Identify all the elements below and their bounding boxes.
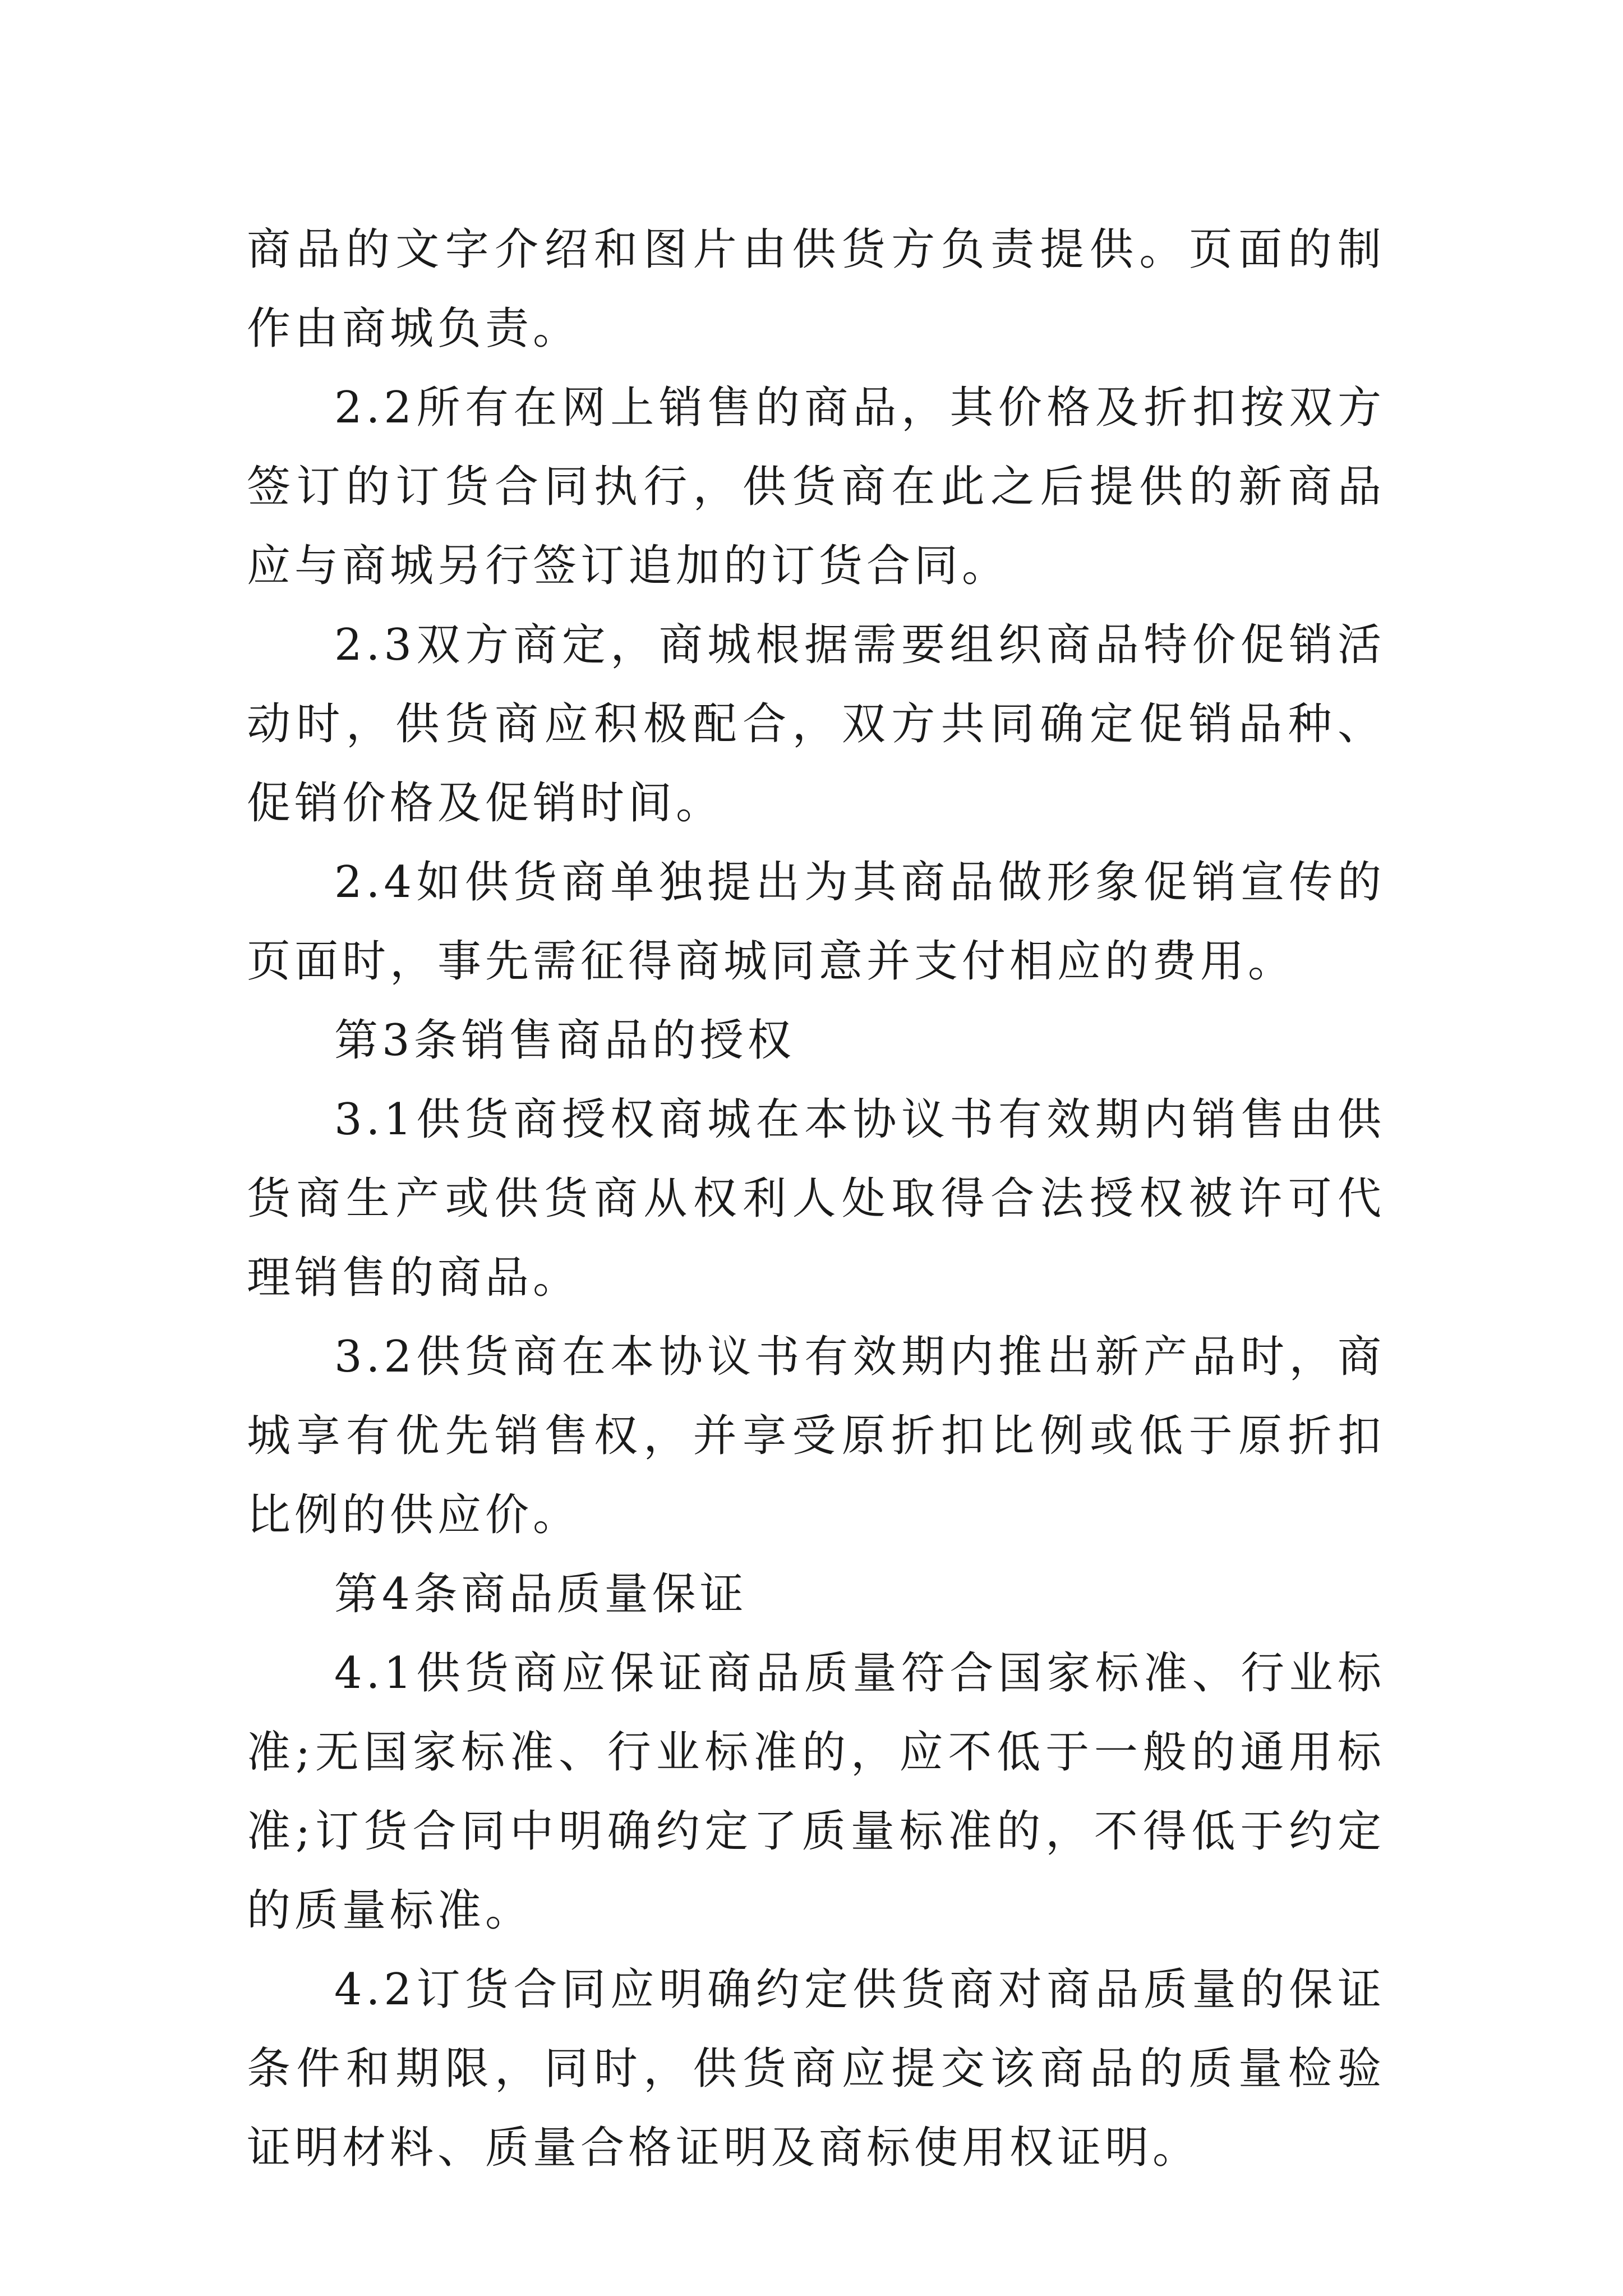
section-heading-article-3: 第3条销售商品的授权 bbox=[334, 1015, 795, 1066]
section-heading-article-4: 第4条商品质量保证 bbox=[334, 1569, 748, 1619]
paragraph-3-1: 3.1供货商授权商城在本协议书有效期内销售由供货商生产或供货商从权利人处取得合法授权被许可代理销售的商品。 bbox=[247, 1094, 1385, 1303]
paragraph-2-4: 2.4如供货商单独提出为其商品做形象促销宣传的页面时，事先需征得商城同意并支付相应的费用。 bbox=[247, 857, 1385, 987]
paragraph-continuation: 商品的文字介绍和图片由供货方负责提供。页面的制作由商城负责。 bbox=[247, 224, 1385, 354]
paragraph-4-1: 4.1供货商应保证商品质量符合国家标准、行业标准;无国家标准、行业标准的，应不低于一般的通用标准;订货合同中明确约定了质量标准的，不得低于约定的质量标准。 bbox=[247, 1648, 1385, 1936]
paragraph-2-3: 2.3双方商定，商城根据需要组织商品特价促销活动时，供货商应积极配合，双方共同确定促销品种、促销价格及促销时间。 bbox=[247, 620, 1385, 829]
paragraph-4-2: 4.2订货合同应明确约定供货商对商品质量的保证条件和期限，同时，供货商应提交该商品的质量检验证明材料、质量合格证明及商标使用权证明。 bbox=[247, 1964, 1385, 2173]
paragraph-3-2: 3.2供货商在本协议书有效期内推出新产品时，商城享有优先销售权，并享受原折扣比例或低于原折扣比例的供应价。 bbox=[247, 1332, 1385, 1540]
document-body bbox=[247, 210, 1385, 2188]
paragraph-2-2: 2.2所有在网上销售的商品，其价格及折扣按双方签订的订货合同执行，供货商在此之后提供的新商品应与商城另行签订追加的订货合同。 bbox=[247, 383, 1385, 591]
